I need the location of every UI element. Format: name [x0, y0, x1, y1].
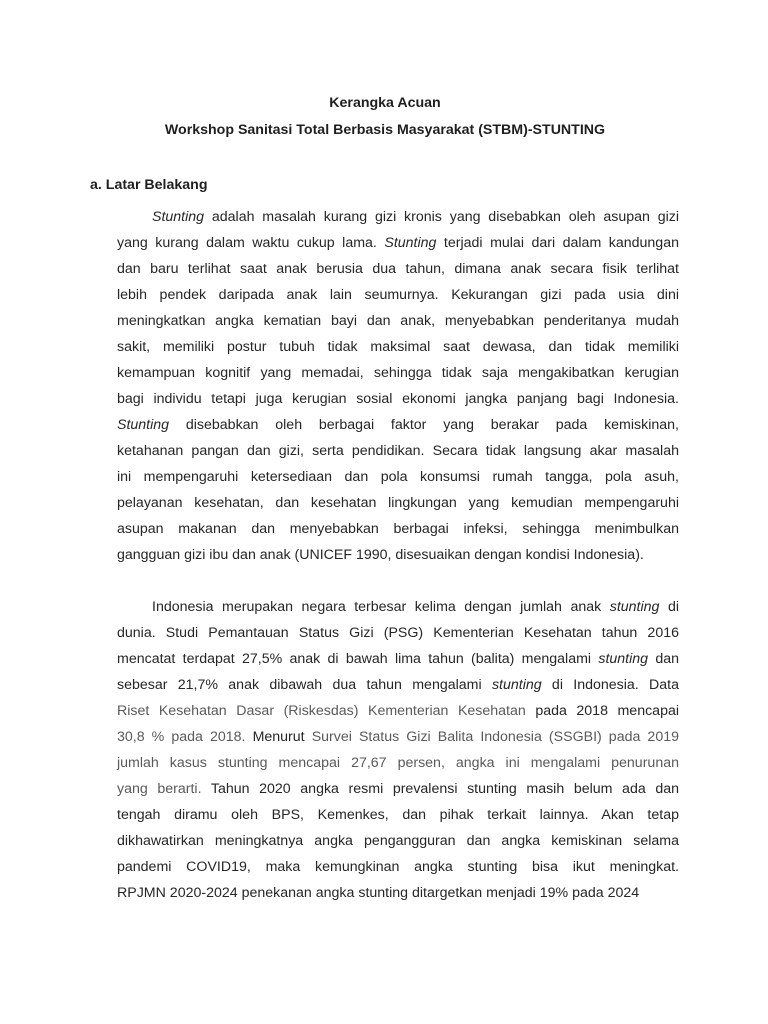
text-run: pada 2018 mencapai — [525, 703, 679, 719]
text-run: di — [659, 599, 679, 615]
paragraph-line — [117, 414, 679, 436]
paragraph-line — [117, 648, 679, 670]
text-run: dan baru terlihat saat anak berusia dua tahun, dimana anak secara fisik terlihat — [117, 261, 679, 277]
text-run: mencatat terdapat 27,5% anak di bawah lima tahun (balita) mengalami — [117, 651, 599, 667]
text-run: dunia. Studi Pemantauan Status Gizi (PSG) Kementerian Kesehatan tahun 2016 — [117, 625, 679, 641]
italic-term: Stunting — [117, 417, 170, 433]
text-run: lebih pendek daripada anak lain seumurnya. Kekurangan gizi pada usia dini — [117, 287, 679, 303]
link-text[interactable]: 30,8 % pada 2018. — [117, 729, 246, 745]
text-run: RPJMN 2020-2024 penekanan angka stunting ditargetkan menjadi 19% pada 2024 — [117, 885, 640, 901]
document-subtitle: Workshop Sanitasi Total Berbasis Masyarakat (STBM)-STUNTING — [164, 122, 606, 138]
link-text[interactable]: Riset Kesehatan Dasar (Riskesdas) Kementerian Kesehatan — [117, 703, 526, 719]
text-run: pelayanan kesehatan, dan kesehatan lingkungan yang kemudian mempengaruhi — [117, 495, 679, 511]
paragraph-line — [117, 830, 679, 852]
text-run: Indonesia merupakan negara terbesar kelima dengan jumlah anak — [152, 599, 610, 615]
paragraph-line — [117, 778, 679, 800]
paragraph-line — [117, 336, 679, 358]
text-run: meningkatkan angka kematian bayi dan anak, menyebabkan penderitanya mudah — [117, 313, 679, 329]
document-title: Kerangka Acuan — [329, 95, 441, 111]
text-run: dan — [648, 651, 679, 667]
paragraph-line — [152, 206, 679, 228]
text-run: yang kurang dalam waktu cukup lama. — [117, 235, 385, 251]
text-run: pandemi COVID19, maka kemungkinan angka stunting bisa ikut meningkat. — [117, 859, 679, 875]
paragraph-line — [117, 310, 679, 332]
italic-term: Stunting — [152, 209, 205, 225]
text-run: ketahanan pangan dan gizi, serta pendidikan. Secara tidak langsung akar masalah — [117, 443, 679, 459]
italic-term: stunting — [598, 651, 649, 667]
text-run: Menurut — [245, 729, 312, 745]
italic-term: Stunting — [384, 235, 437, 251]
text-run: adalah masalah kurang gizi kronis yang disebabkan oleh asupan gizi — [204, 209, 679, 225]
paragraph-line — [117, 804, 679, 826]
paragraph-line — [117, 492, 679, 514]
paragraph-line — [117, 622, 679, 644]
text-run: bagi individu tetapi juga kerugian sosial ekonomi jangka panjang bagi Indonesia. — [117, 391, 679, 407]
text-run: kemampuan kognitif yang memadai, sehingga tidak saja mengakibatkan kerugian — [117, 365, 679, 381]
paragraph-line — [117, 388, 679, 410]
text-run: ini mempengaruhi ketersediaan dan pola konsumsi rumah tangga, pola asuh, — [117, 469, 679, 485]
paragraph-line — [117, 518, 679, 540]
paragraph-line — [117, 882, 679, 904]
paragraph-line — [117, 674, 679, 696]
paragraph-line — [117, 258, 679, 280]
paragraph-line — [117, 362, 679, 384]
link-text[interactable]: jumlah kasus stunting mencapai 27,67 persen, angka ini mengalami penurunan — [117, 755, 679, 771]
link-text[interactable]: yang berarti. — [117, 781, 202, 797]
text-run: terjadi mulai dari dalam kandungan — [436, 235, 679, 251]
text-run: asupan makanan dan menyebabkan berbagai infeksi, sehingga menimbulkan — [117, 521, 679, 537]
text-run: dikhawatirkan meningkatnya angka pengangguran dan angka kemiskinan selama — [117, 833, 679, 849]
paragraph-line — [117, 440, 679, 462]
text-run: di Indonesia. Data — [541, 677, 679, 693]
paragraph-line — [117, 700, 679, 722]
text-run: sakit, memiliki postur tubuh tidak maksimal saat dewasa, dan tidak memiliki — [117, 339, 679, 355]
paragraph-line — [117, 284, 679, 306]
text-run: disebabkan oleh berbagai faktor yang berakar pada kemiskinan, — [169, 417, 679, 433]
link-text[interactable]: Survei Status Gizi Balita Indonesia (SSGBI) pada 2019 — [311, 729, 679, 745]
paragraph-line — [117, 232, 679, 254]
paragraph-line — [117, 466, 679, 488]
paragraph-line — [117, 726, 679, 748]
italic-term: stunting — [609, 599, 660, 615]
paragraph-line — [117, 544, 679, 566]
section-heading: a. Latar Belakang — [90, 177, 208, 193]
text-run: Tahun 2020 angka resmi prevalensi stunting masih belum ada dan — [201, 781, 679, 797]
text-run: tengah diramu oleh BPS, Kemenkes, dan pihak terkait lainnya. Akan tetap — [117, 807, 679, 823]
paragraph-line — [117, 752, 679, 774]
paragraph-line — [152, 596, 679, 618]
paragraph-line — [117, 856, 679, 878]
text-run: sebesar 21,7% anak dibawah dua tahun mengalami — [117, 677, 492, 693]
italic-term: stunting — [491, 677, 542, 693]
text-run: gangguan gizi ibu dan anak (UNICEF 1990, disesuaikan dengan kondisi Indonesia). — [117, 547, 644, 563]
